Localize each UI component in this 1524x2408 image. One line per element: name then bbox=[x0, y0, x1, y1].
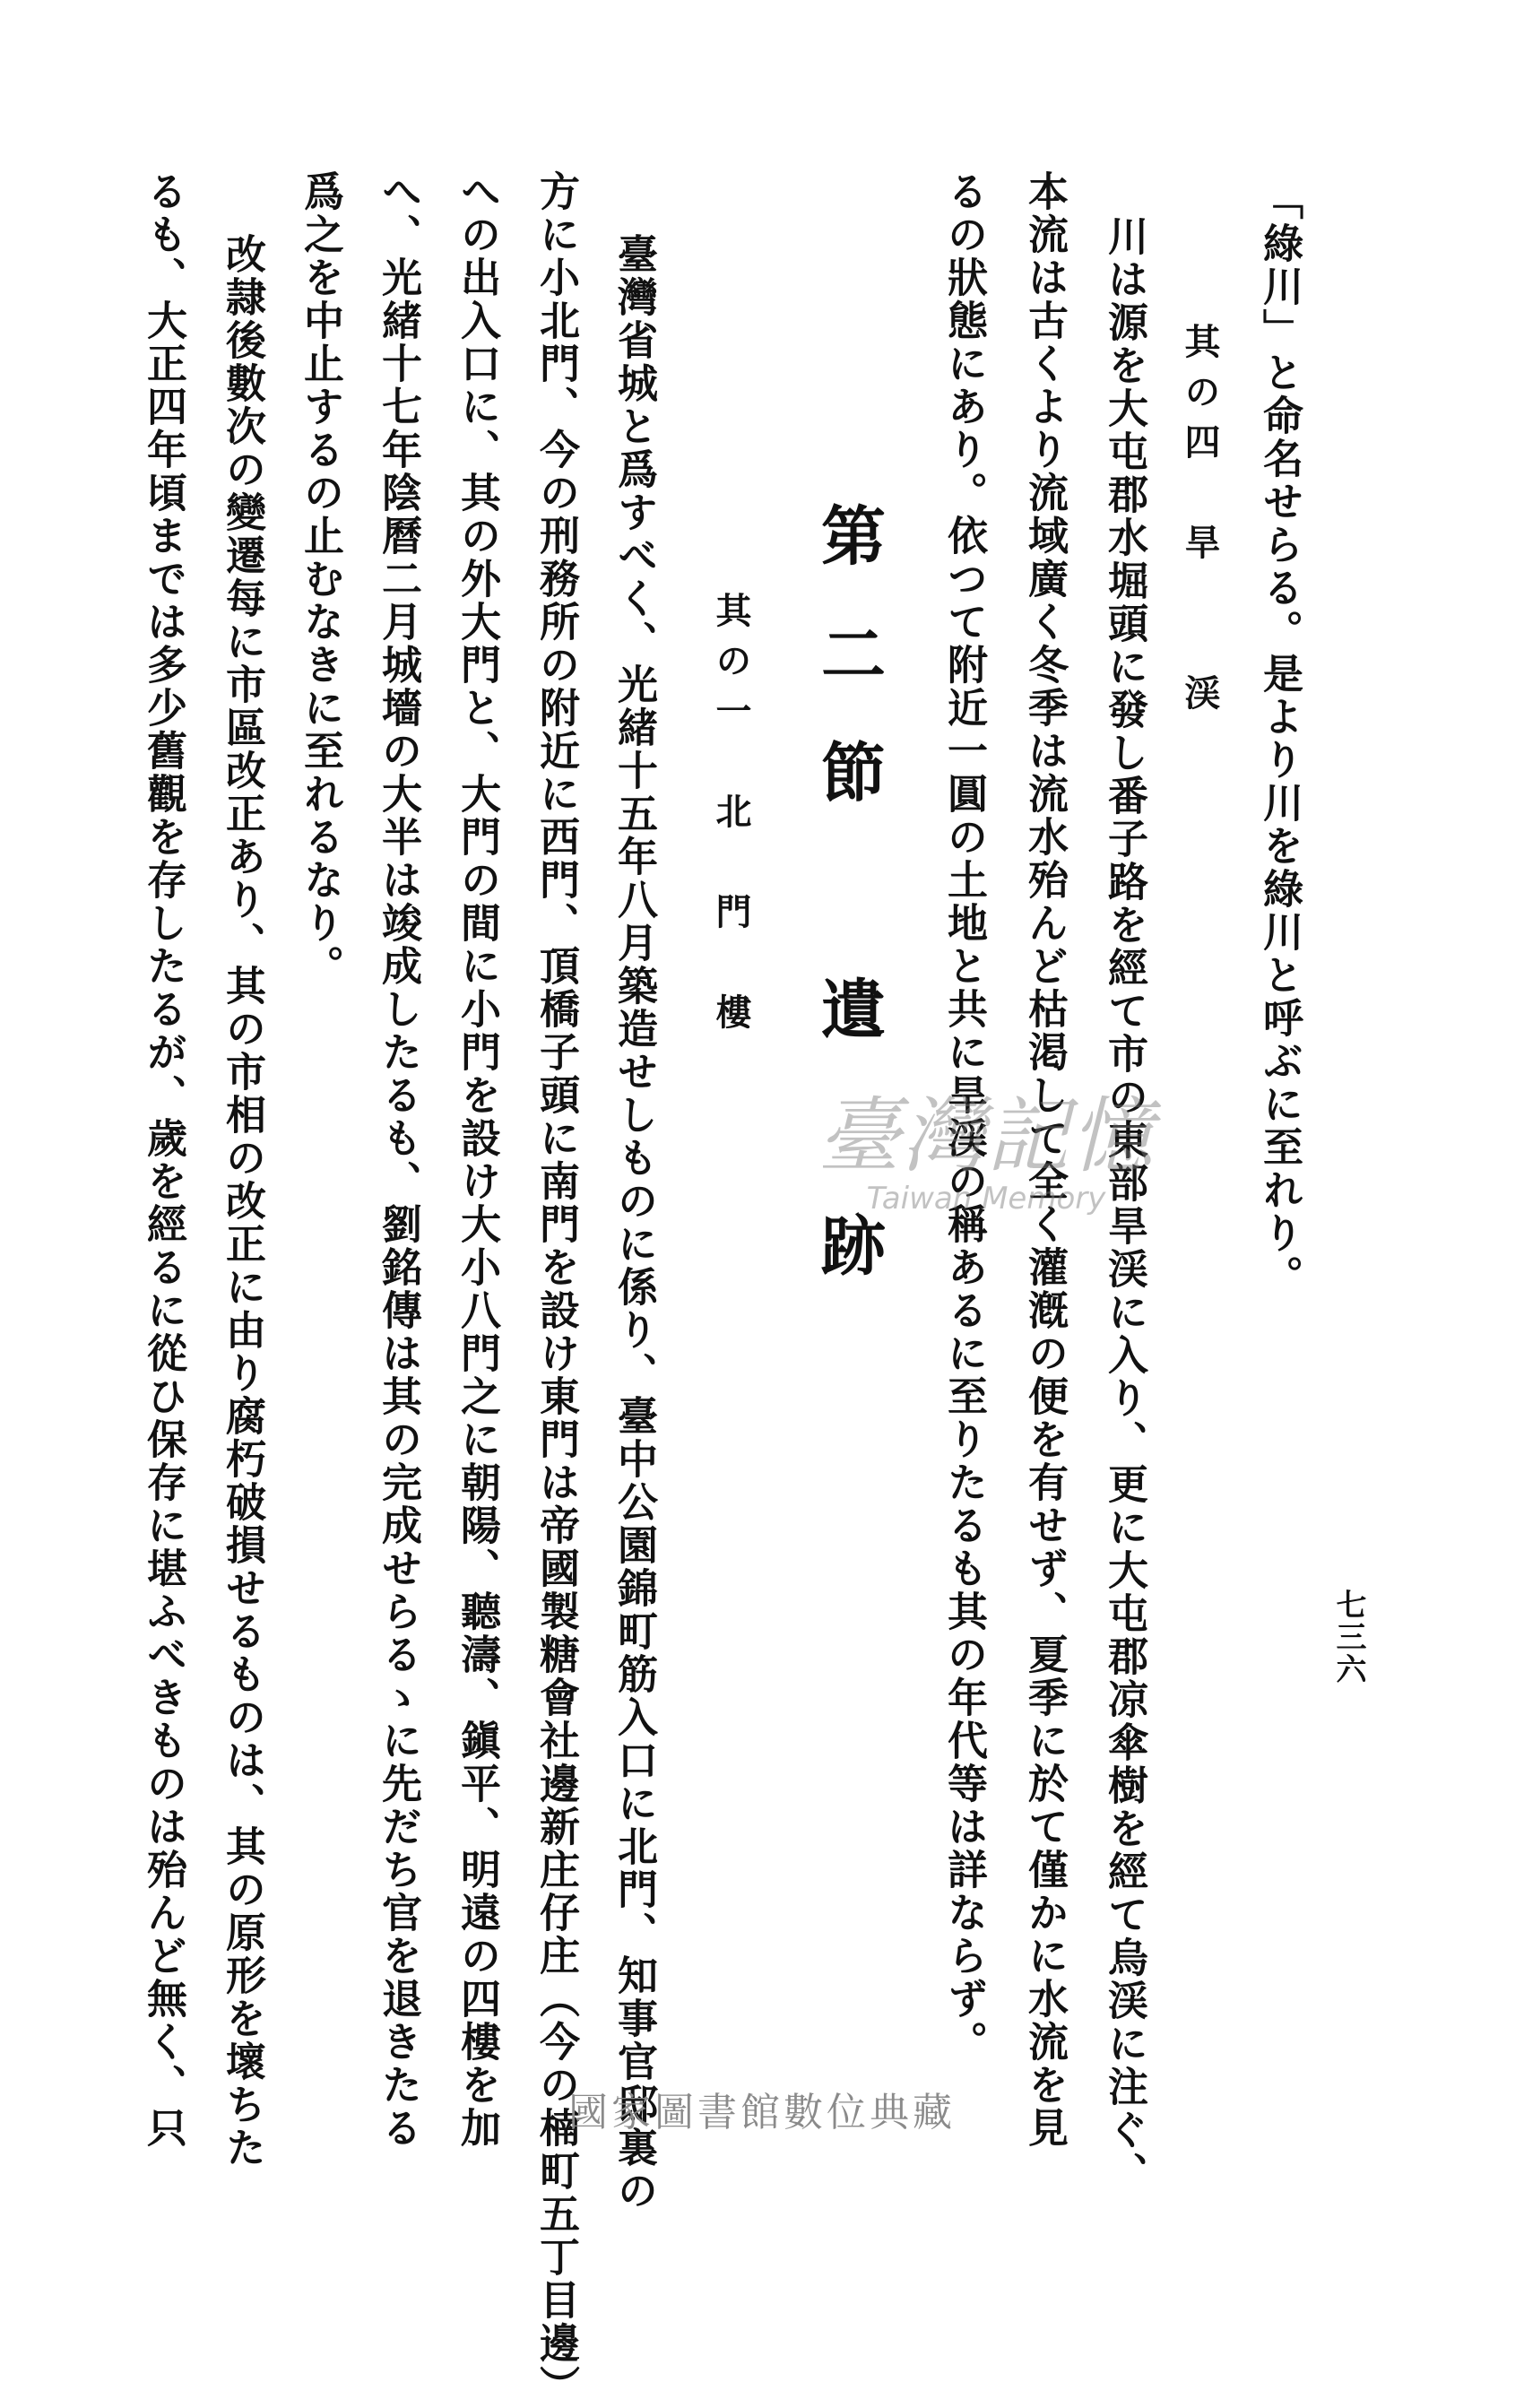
footer-credit: 國家圖書館數位典藏 bbox=[568, 2090, 956, 2135]
text-column-6: 方に小北門、今の刑務所の附近に西門、頂橋子頭に南門を設け東門は帝國製糖會社邊新庄仔庄（今の楠町五丁目邊） bbox=[533, 170, 580, 2408]
section-heading: 第二節 遺 跡 bbox=[810, 502, 887, 1330]
subsection-heading-4: 其の四 旱 渓 bbox=[1179, 323, 1221, 724]
text-column-1: 「綠川」と命名せらる。是より川を綠川と呼ぶに至れり。 bbox=[1256, 179, 1303, 1298]
text-column-7: への出入口に、其の外大門と、大門の間に小門を設け大小八門之に朝陽、聽濤、鎭平、明遠の四樓を加 bbox=[454, 170, 501, 2150]
watermark-english: Taiwan Memory bbox=[866, 1180, 1106, 1217]
text-column-5: 臺灣省城と爲すべく、光緒十五年八月築造せしものに係り、臺中公園錦町筋入口に北門、知事官邸裏の bbox=[610, 233, 658, 2213]
text-column-2: 川は源を大屯郡水堀頭に發し番子路を經て市の東部旱渓に入り、更に大屯郡凉傘樹を經て烏渓に注ぐ、 bbox=[1101, 215, 1148, 2195]
watermark-chinese: 臺灣記憶 bbox=[817, 1088, 1155, 1184]
text-column-3: 本流は古くより流域廣く冬季は流水殆んど枯渇して全く灌漑の便を有せず、夏季に於て僅かに水流を見 bbox=[1021, 170, 1069, 2150]
text-column-4: るの狀態にあり。依つて附近一圓の土地と共に旱渓の稱あるに至りたるも其の年代等は詳ならず。 bbox=[940, 170, 988, 2064]
subsection-heading-1: 其の一 北 門 樓 bbox=[710, 592, 752, 1044]
text-column-10: 改隷後數次の變遷每に市區改正あり、其の市相の改正に由り腐朽破損せるものは、其の原形を壞ちた bbox=[219, 233, 266, 2170]
watermark bbox=[753, 1088, 1219, 1237]
text-column-9: 爲之を中止するの止むなきに至れるなり。 bbox=[297, 170, 344, 988]
text-column-8: へ、光緒十七年陰曆二月城墻の大半は竣成したるも、劉銘傳は其の完成せらるゝに先だち官を退きたる bbox=[375, 170, 422, 2150]
page-number: 七三六 bbox=[1330, 1589, 1366, 1685]
text-column-11: るも、大正四年頃までは多少舊觀を存したるが、歲を經るに從ひ保存に堪ふべきものは殆んど無く、只 bbox=[140, 170, 187, 2150]
